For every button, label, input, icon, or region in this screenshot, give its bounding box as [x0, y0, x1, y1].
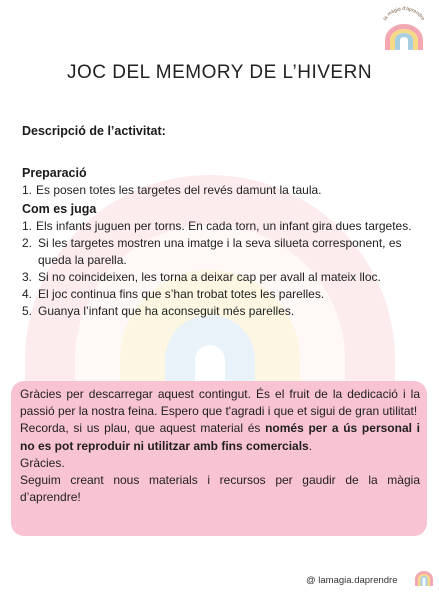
list-item-number: 4.: [22, 287, 33, 301]
list-item: [22, 235, 412, 269]
description-heading: Descripció de l’activitat:: [22, 124, 166, 138]
list-item-text: Els infants juguen per torns. En cada torn, un infant gira dues targetes.: [36, 219, 412, 233]
how-to-play-list: [22, 218, 412, 320]
footer-handle: @ lamagia.daprendre: [306, 575, 398, 586]
notice-license-bold: només per a ús personal i no es pot reproduir ni utilitzar amb fins comercials: [20, 421, 420, 453]
list-item: [22, 218, 412, 235]
rainbow-icon: [414, 568, 434, 586]
list-item-text: Es posen totes les targetes del revés damunt la taula.: [36, 183, 322, 197]
list-item-text: Si les targetes mostren una imatge i la seva silueta corresponent, es queda la parella.: [38, 236, 402, 267]
list-item: [22, 303, 412, 320]
list-item: [22, 269, 412, 286]
preparation-heading: Preparació: [22, 166, 87, 180]
list-item-number: 1.: [22, 183, 33, 197]
list-item-text: El joc continua fins que s’han trobat totes les parelles.: [38, 287, 325, 301]
list-item: [22, 182, 412, 199]
list-item: [22, 286, 412, 303]
logo-text: la màgia d'aprendre: [382, 6, 426, 22]
usage-notice-box: [11, 381, 427, 536]
list-item-number: 1.: [22, 219, 33, 233]
list-item-text: Guanya l’infant que ha aconseguit més parelles.: [38, 304, 295, 318]
list-item-number: 2.: [22, 236, 33, 250]
list-item-text: Si no coincideixen, les torna a deixar cap per avall al mateix lloc.: [38, 270, 381, 284]
notice-license-paragraph: [20, 420, 420, 454]
how-to-play-heading: Com es juga: [22, 202, 97, 216]
list-item-number: 3.: [22, 270, 33, 284]
notice-gratitude: Gràcies.: [20, 455, 65, 470]
notice-text: [20, 386, 420, 506]
notice-license-start: Recorda, si us plau, que aquest material és: [20, 421, 266, 436]
notice-thanks-paragraph: Gràcies per descarregar aquest contingut. És el fruit de la dedicació i la passió per la nostra feina. Espero que t'agradi i que et sigui de gran utilitat!: [20, 387, 420, 419]
list-item-number: 5.: [22, 304, 33, 318]
page-title: JOC DEL MEMORY DE L’HIVERN: [66, 62, 373, 83]
notice-closing-paragraph: Seguim creant nous materials i recursos per gaudir de la màgia d’aprendre!: [20, 473, 420, 505]
brand-logo: [376, 6, 432, 52]
preparation-list: [22, 182, 412, 199]
notice-license-end: .: [308, 438, 313, 453]
